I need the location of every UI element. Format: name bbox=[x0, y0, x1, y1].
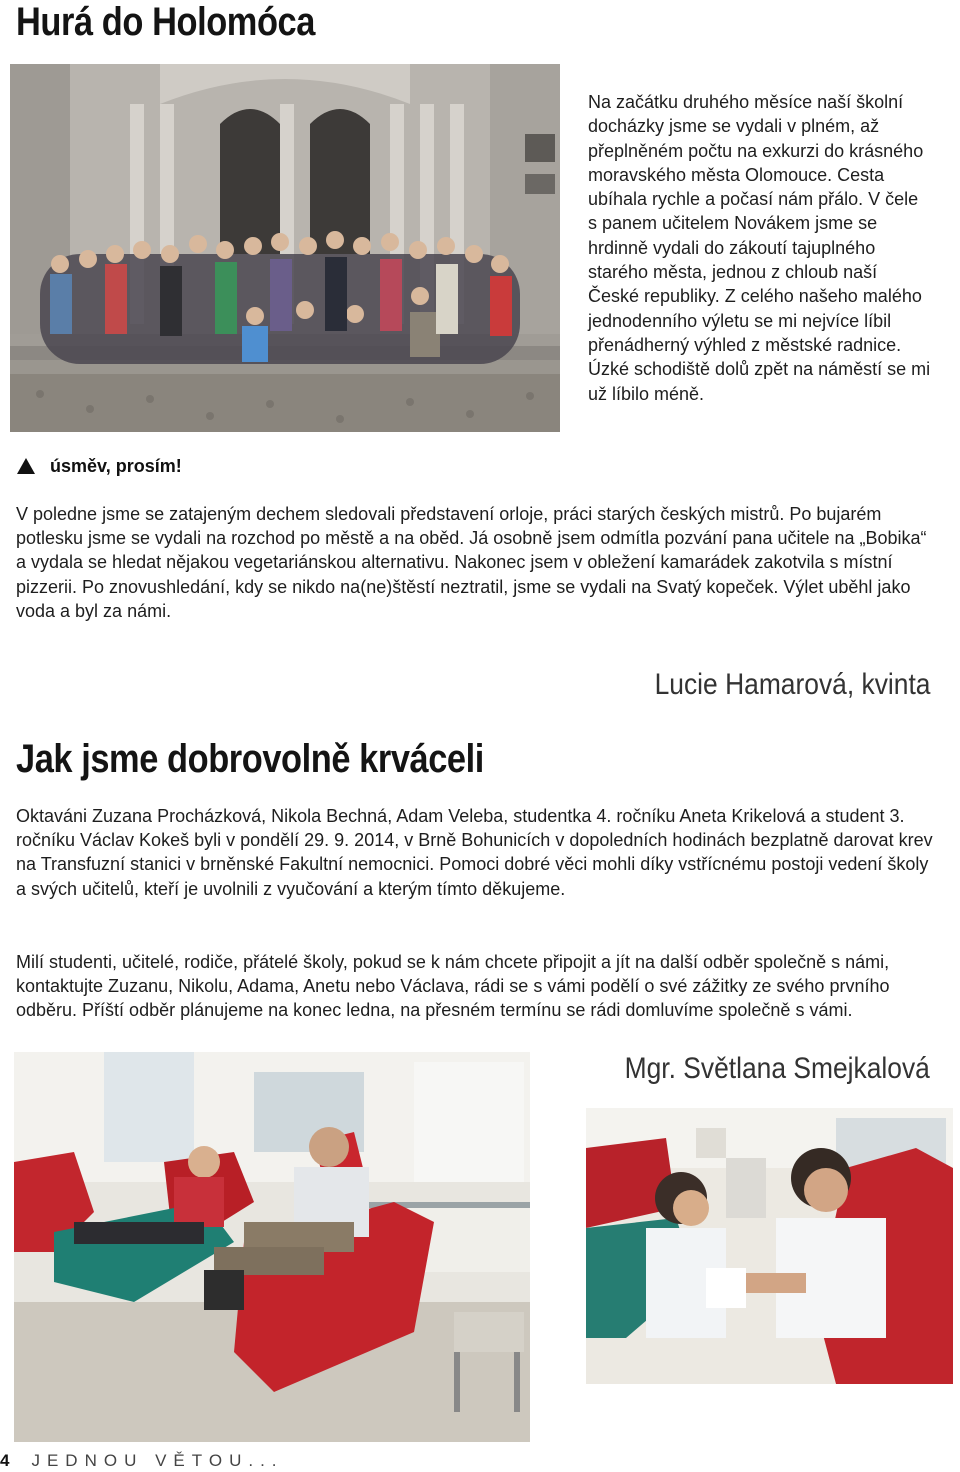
group-photo bbox=[10, 64, 560, 432]
article1-side-paragraph: Na začátku druhého měsíce naší školní docházky jsme se vydali v plném, až přeplněném počtu na exkurzi do krásného moravského města Olomouce. Cesta ubíhala rychle a počasí nám přálo. V čele s panem učitelem Novákem jsme se hrdinně vydali do zákoutí tajuplného starého města, jednou z chloub naší České republiky. Z celého našeho malého jednodenního výletu se mi nejvíce líbil přenádherný výhled z městské radnice. Úzké schodiště dolů zpět na náměstí se mi už líbilo méně. bbox=[588, 92, 931, 404]
article1-paragraph: V poledne jsme se zatajeným dechem sledovali představení orloje, práci starých českých mistrů. Po bujarém potlesku jsme se vydali na rozchod po městě a na oběd. Já osobně jsem odmítla pozvání pana učitele na „Bobika“ a vydala se hledat nějakou vegetariánskou alternativu. Nakonec jsem v obležení kamarádek zakotvila s místní pizzerii. Po znovushledání, kdy se nikdo na(ne)štěstí neztratil, jsme se vydali na Svatý kopeček. Výlet uběhl jako voda a byl za námi. bbox=[16, 504, 927, 621]
article2-paragraph2: Milí studenti, učitelé, rodiče, přátelé školy, pokud se k nám chcete připojit a jít na další odběr společně s námi, kontaktujte Zuzanu, Nikolu, Adama, Anetu nebo Václava, rádi se s vámi podělí o své zážitky ze svého prvního odběru. Příští odběr plánujeme na konec ledna, na přesném termínu se rádi domluvíme společně s vámi. bbox=[16, 952, 890, 1021]
page-number: 4 bbox=[0, 1451, 10, 1470]
article2-author: Mgr. Světlana Smejkalová bbox=[624, 1052, 930, 1085]
article2-title: Jak jsme dobrovolně krváceli bbox=[16, 737, 484, 781]
donation-photo-right bbox=[586, 1108, 953, 1384]
photo-caption-text: úsměv, prosím! bbox=[50, 455, 182, 476]
triangle-up-icon bbox=[16, 457, 36, 475]
donation-photo-left bbox=[14, 1052, 530, 1442]
article2-paragraph1: Oktaváni Zuzana Procházková, Nikola Bechná, Adam Veleba, studentka 4. ročníku Aneta Krikelová a student 3. ročníku Václav Kokeš byli v pondělí 29. 9. 2014, v Brně Bohunicích v dopoledních hodinách bezplatně darovat krev na Transfuzní stanici v brněnské Fakultní nemocnici. Pomoci dobré věci mohli díky vstřícnému postoji vedení školy a svých učitelů, kteří je uvolnili z vyučování a kterým tímto děkujeme. bbox=[16, 806, 933, 899]
article1-title: Hurá do Holomóca bbox=[16, 0, 315, 44]
magazine-name: JEDNOU VĚTOU... bbox=[31, 1451, 284, 1470]
article1-author: Lucie Hamarová, kvinta bbox=[654, 668, 930, 701]
photo-caption bbox=[16, 456, 182, 476]
page-footer bbox=[0, 1450, 284, 1472]
